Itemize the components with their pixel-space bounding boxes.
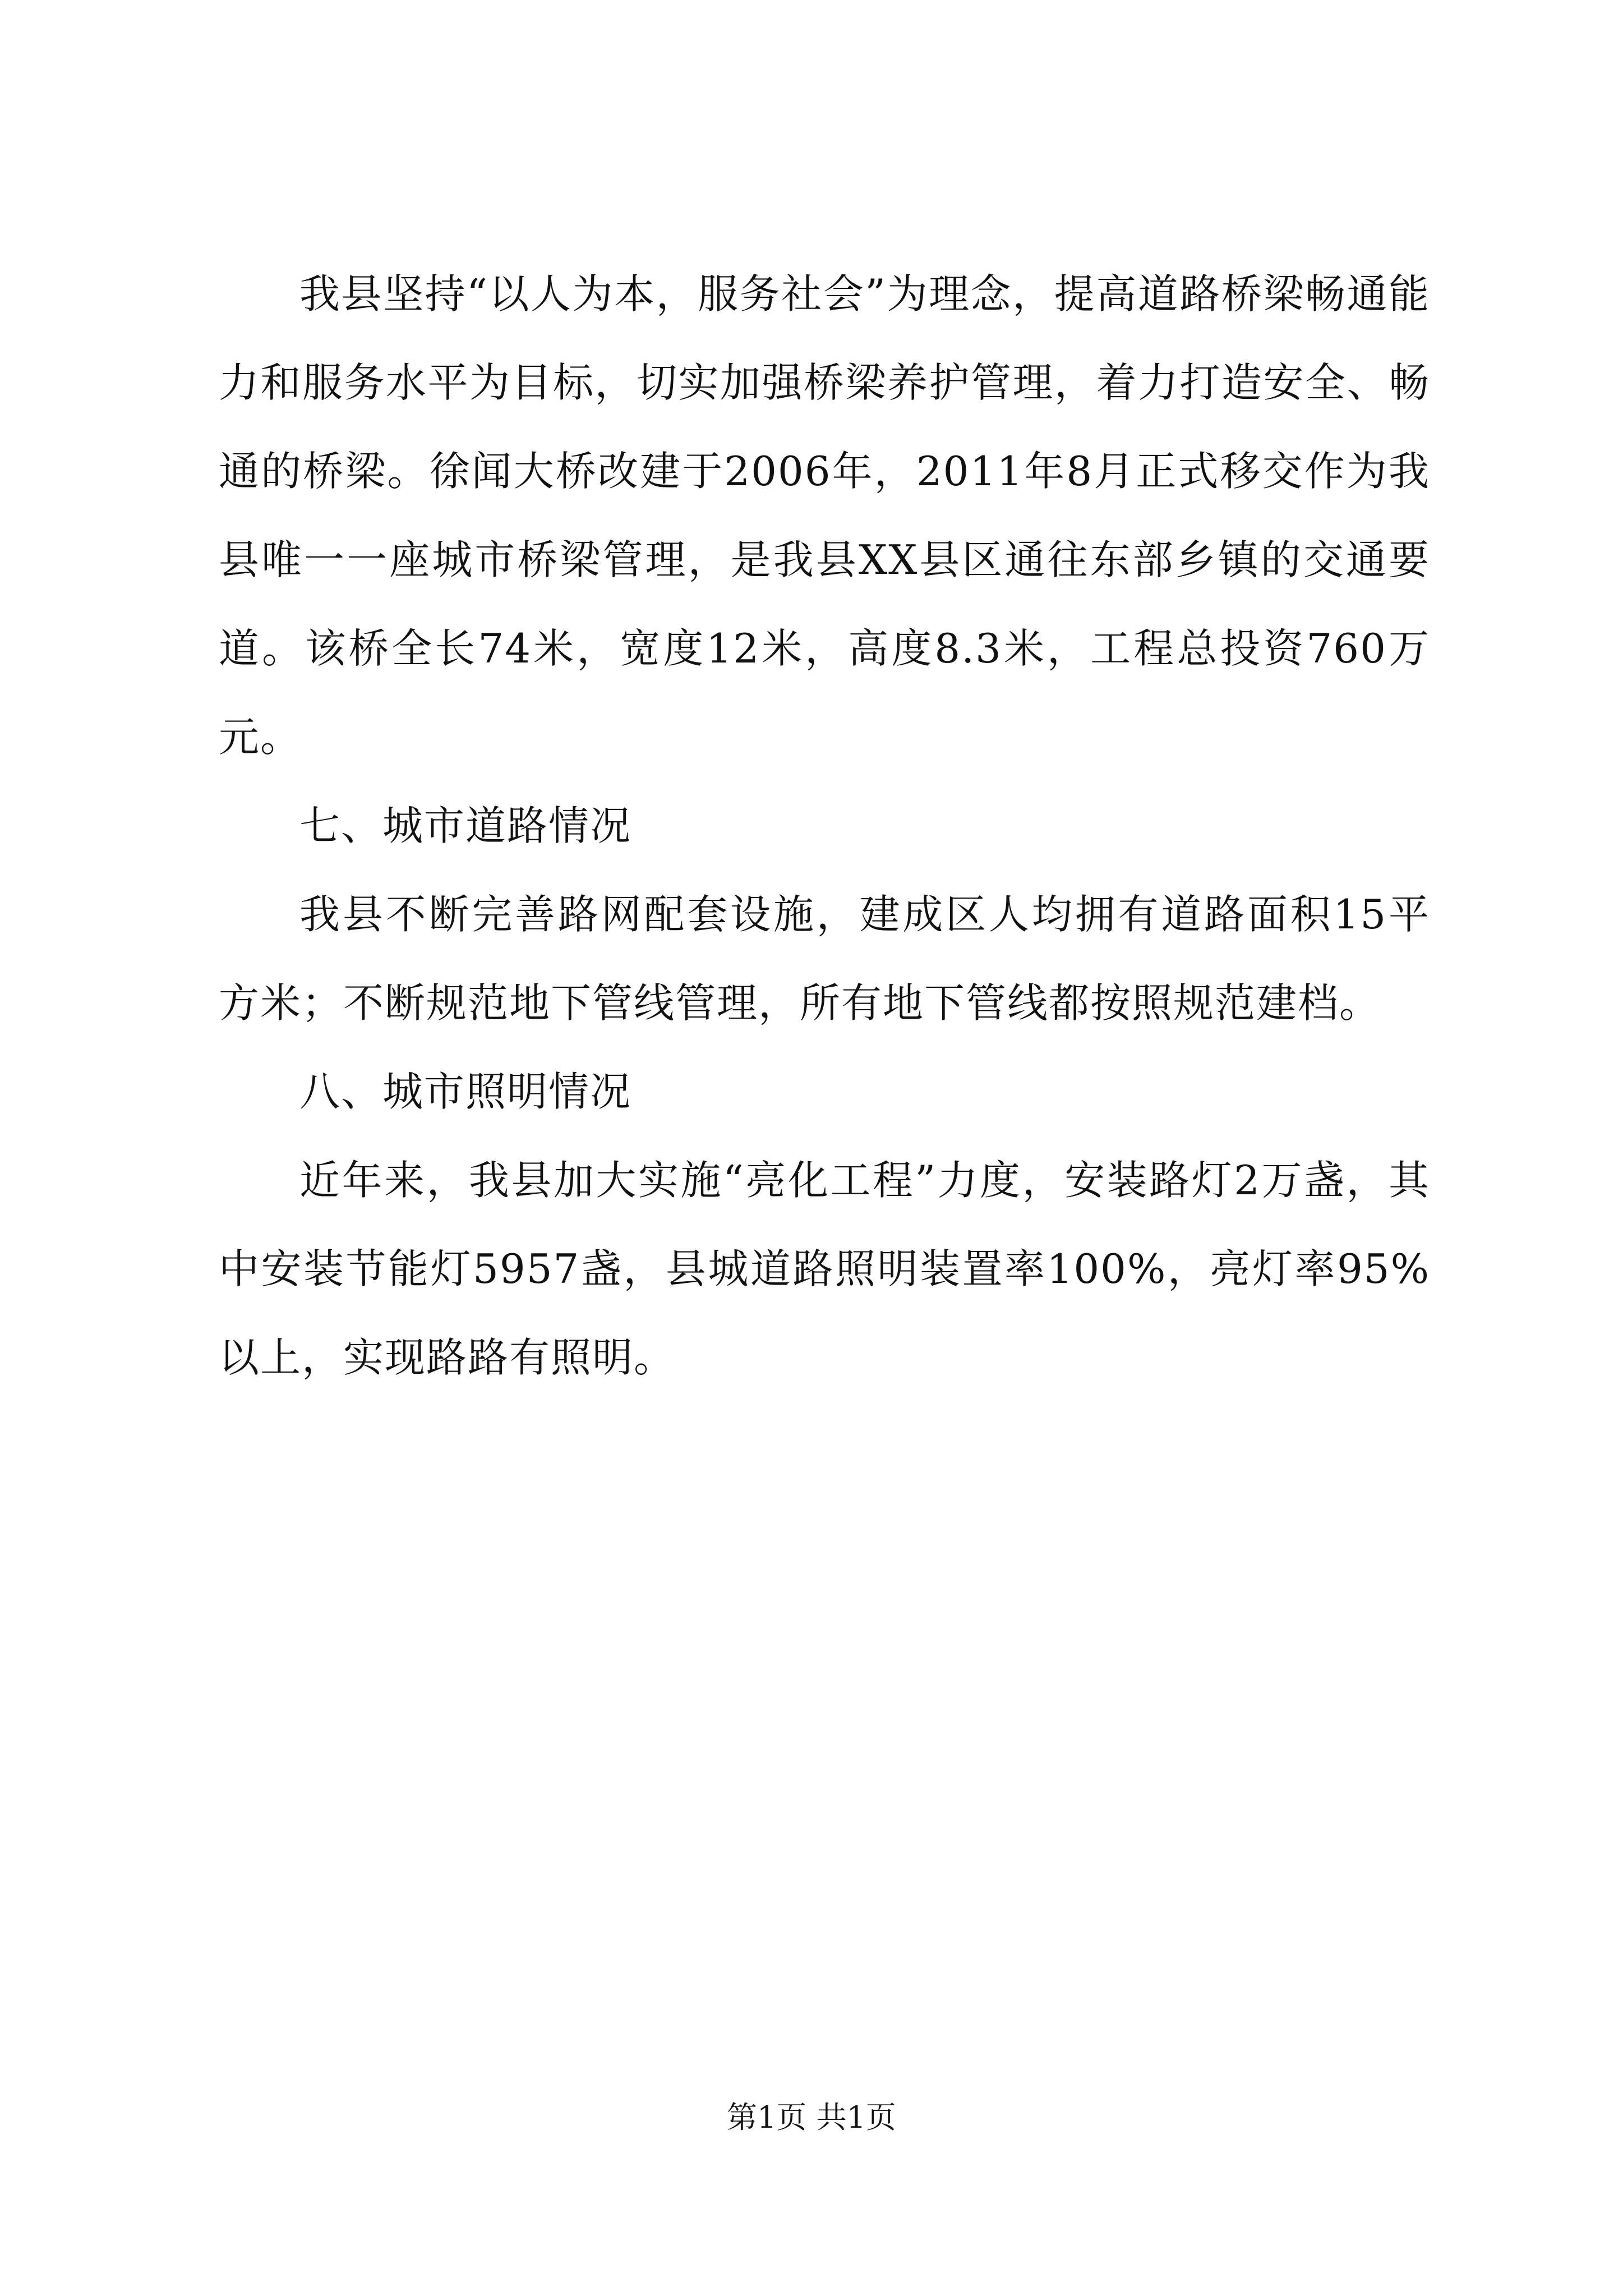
page-total: 共1页 bbox=[816, 2100, 896, 2135]
paragraph-bridge-management: 我县坚持“以人为本，服务社会”为理念，提高道路桥梁畅通能力和服务水平为目标，切实加强桥梁养护管理，着力打造安全、畅通的桥梁。徐闻大桥改建于2006年，2011年8月正式移交作为我县唯一一座城市桥梁管理，是我县XX县区通往东部乡镇的交通要道。该桥全长74米，宽度12米，高度8.3米，工程总投资760万元。 bbox=[219, 270, 1430, 761]
paragraph-lighting: 近年来，我县加大实施“亮化工程”力度，安装路灯2万盏，其中安装节能灯5957盏，县城道路照明装置率100%，亮灯率95%以上，实现路路有照明。 bbox=[219, 1157, 1430, 1381]
paragraph-roads: 我县不断完善路网配套设施，建成区人均拥有道路面积15平方米；不断规范地下管线管理，所有地下管线都按照规范建档。 bbox=[219, 891, 1430, 1027]
page-number: 第1页 bbox=[727, 2100, 807, 2135]
section-heading-lighting: 八、城市照明情况 bbox=[299, 1068, 632, 1115]
section-heading-roads: 七、城市道路情况 bbox=[299, 802, 632, 849]
page-footer bbox=[0, 2098, 1623, 2137]
document-body bbox=[219, 250, 1430, 1402]
